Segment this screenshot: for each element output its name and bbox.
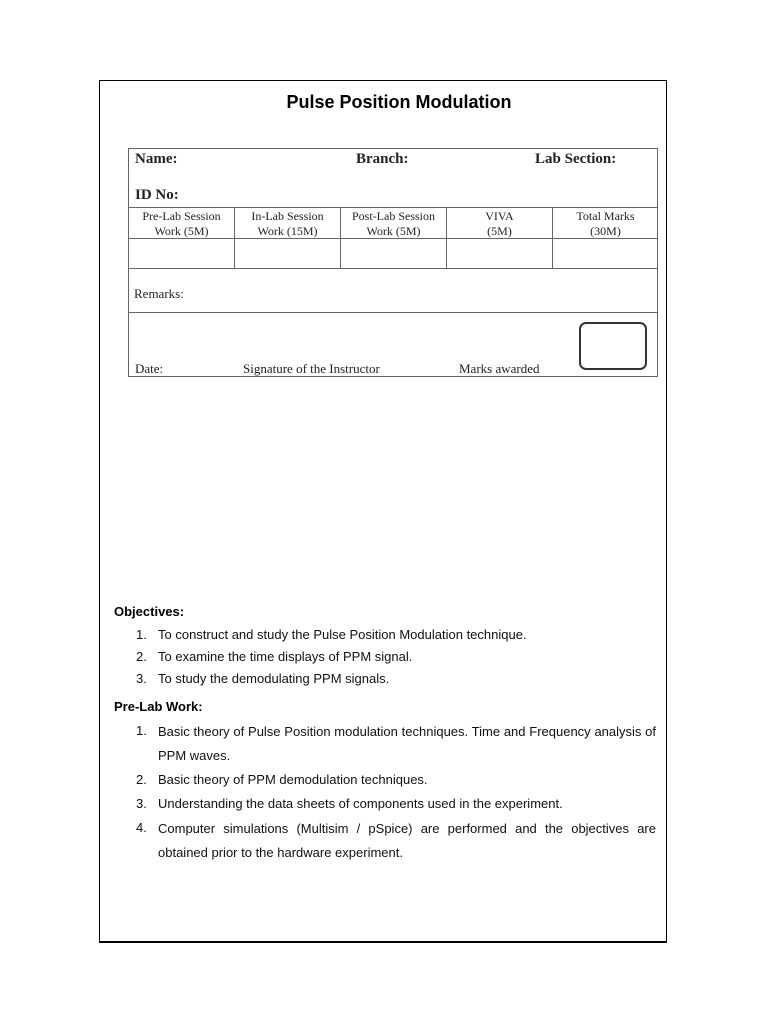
column-header-viva: VIVA (5M)	[485, 209, 514, 238]
divider	[129, 268, 657, 269]
branch-label: Branch:	[356, 151, 409, 167]
evaluation-form	[128, 148, 658, 377]
column-header-inlab: In-Lab Session Work (15M)	[251, 209, 324, 238]
prelab-heading: Pre-Lab Work:	[114, 699, 203, 714]
marks-awarded-label: Marks awarded	[459, 361, 540, 376]
marks-awarded-box	[579, 322, 647, 370]
date-label: Date:	[135, 361, 164, 376]
divider	[129, 207, 657, 208]
column-divider	[340, 208, 341, 268]
prelab-list	[136, 720, 656, 865]
objectives-heading: Objectives:	[114, 604, 185, 619]
column-header-prelab: Pre-Lab Session Work (5M)	[142, 209, 221, 238]
column-header-postlab: Post-Lab Session Work (5M)	[351, 209, 435, 238]
lab-section-label: Lab Section:	[535, 151, 617, 167]
column-header-total: Total Marks (30M)	[576, 209, 635, 238]
column-divider	[446, 208, 447, 268]
list-item: 1. Basic theory of Pulse Position modulation techniques. Time and Frequency analysis of PPM waves.	[136, 723, 656, 763]
list-item: 3. Understanding the data sheets of components used in the experiment.	[136, 796, 563, 811]
list-item: 2. Basic theory of PPM demodulation techniques.	[136, 772, 428, 787]
signature-label: Signature of the Instructor	[243, 361, 380, 376]
list-item: 1. To construct and study the Pulse Position Modulation technique.	[136, 627, 527, 642]
remarks-label: Remarks:	[134, 286, 184, 301]
objectives-list	[136, 624, 656, 690]
column-divider	[234, 208, 235, 268]
list-item: 3. To study the demodulating PPM signals.	[136, 671, 390, 686]
divider	[129, 238, 657, 239]
list-item: 2. To examine the time displays of PPM signal.	[136, 649, 413, 664]
divider	[129, 312, 657, 313]
id-label: ID No:	[135, 187, 179, 203]
column-divider	[552, 208, 553, 268]
name-label: Name:	[135, 151, 178, 167]
list-item: 4. Computer simulations (Multisim / pSpice) are performed and the objectives are obtained prior to the hardware experiment.	[136, 820, 656, 860]
page-title: Pulse Position Modulation	[286, 92, 512, 112]
